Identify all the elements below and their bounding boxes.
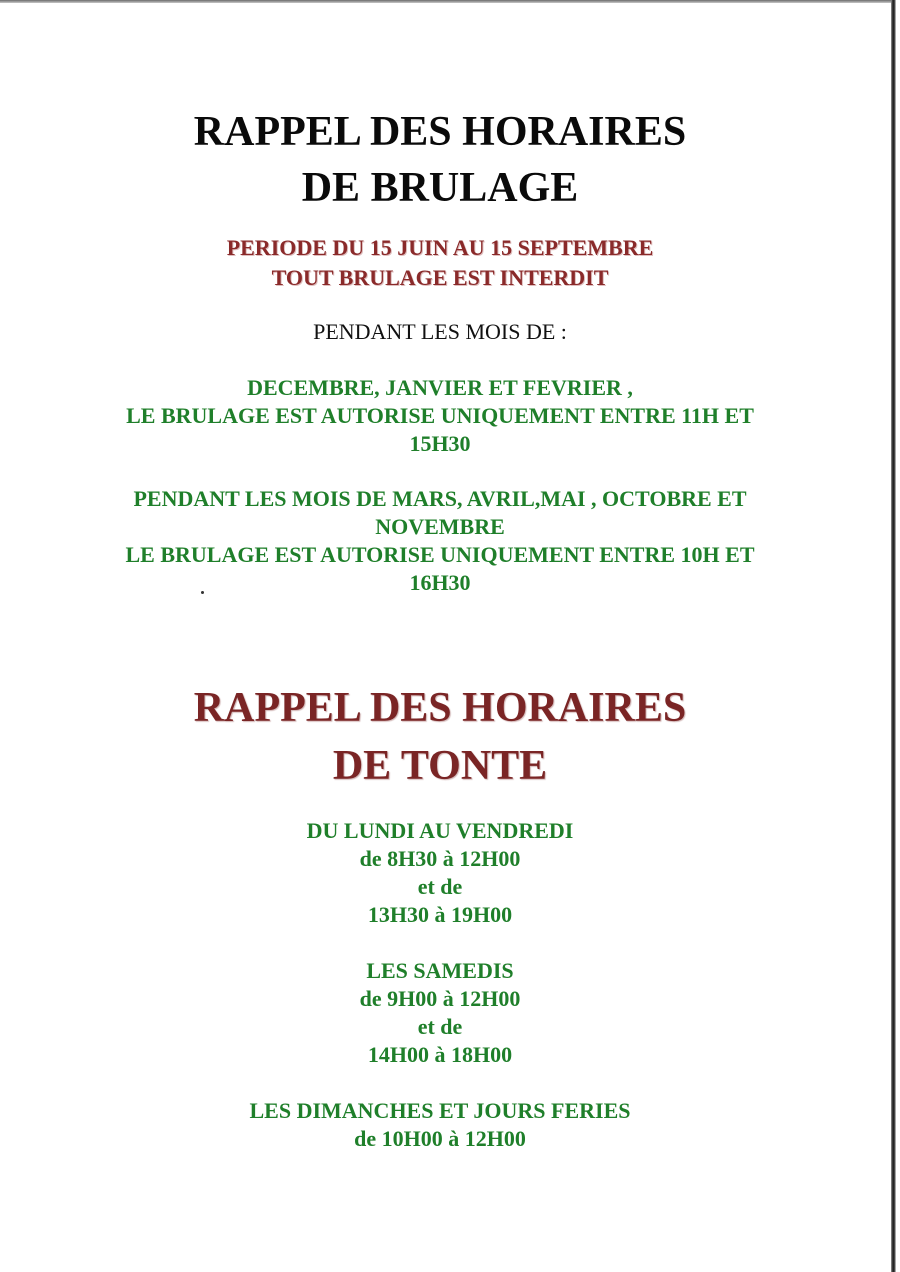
brulage-other-months-paragraph	[40, 485, 840, 597]
brulage-other-line4: 16H30	[409, 570, 471, 595]
brulage-other-line3: LE BRULAGE EST AUTORISE UNIQUEMENT ENTRE 10H ET	[125, 542, 755, 567]
tonte-weekdays-line2: de 8H30 à 12H00	[359, 846, 521, 871]
tonte-weekdays-line3: et de	[417, 874, 463, 899]
brulage-winter-paragraph	[40, 374, 840, 458]
tonte-sundays-line2: de 10H00 à 12H00	[354, 1126, 526, 1151]
tonte-saturdays	[40, 957, 840, 1069]
brulage-title	[40, 104, 840, 216]
brulage-periode	[40, 233, 840, 293]
tonte-weekdays	[40, 817, 840, 929]
tonte-title-line1: RAPPEL DES HORAIRES	[193, 685, 687, 731]
brulage-other-line2: NOVEMBRE	[375, 514, 505, 539]
brulage-title-line2: DE BRULAGE	[301, 165, 579, 211]
tonte-title-line2: DE TONTE	[332, 743, 548, 789]
tonte-saturdays-line1: LES SAMEDIS	[366, 958, 514, 983]
brulage-winter-line1: DECEMBRE, JANVIER ET FEVRIER ,	[247, 375, 633, 400]
brulage-other-line1: PENDANT LES MOIS DE MARS, AVRIL,MAI , OCTOBRE ET	[133, 486, 747, 511]
brulage-winter-line3: 15H30	[409, 431, 471, 456]
brulage-periode-line2: TOUT BRULAGE EST INTERDIT	[271, 265, 609, 290]
tonte-sundays	[40, 1097, 840, 1153]
scan-top-edge	[0, 0, 893, 3]
tonte-weekdays-line4: 13H30 à 19H00	[367, 902, 513, 927]
brulage-periode-line1: PERIODE DU 15 JUIN AU 15 SEPTEMBRE	[226, 235, 654, 260]
tonte-saturdays-line3: et de	[417, 1014, 463, 1039]
brulage-intro: PENDANT LES MOIS DE :	[313, 319, 567, 344]
brulage-winter-line2: LE BRULAGE EST AUTORISE UNIQUEMENT ENTRE 11H ET	[126, 403, 754, 428]
tonte-weekdays-line1: DU LUNDI AU VENDREDI	[306, 818, 574, 843]
scan-right-edge	[891, 0, 896, 1272]
tonte-sundays-line1: LES DIMANCHES ET JOURS FERIES	[249, 1098, 631, 1123]
brulage-title-line1: RAPPEL DES HORAIRES	[193, 109, 687, 155]
tonte-saturdays-line4: 14H00 à 18H00	[367, 1042, 513, 1067]
tonte-saturdays-line2: de 9H00 à 12H00	[359, 986, 521, 1011]
tonte-title	[40, 679, 840, 795]
